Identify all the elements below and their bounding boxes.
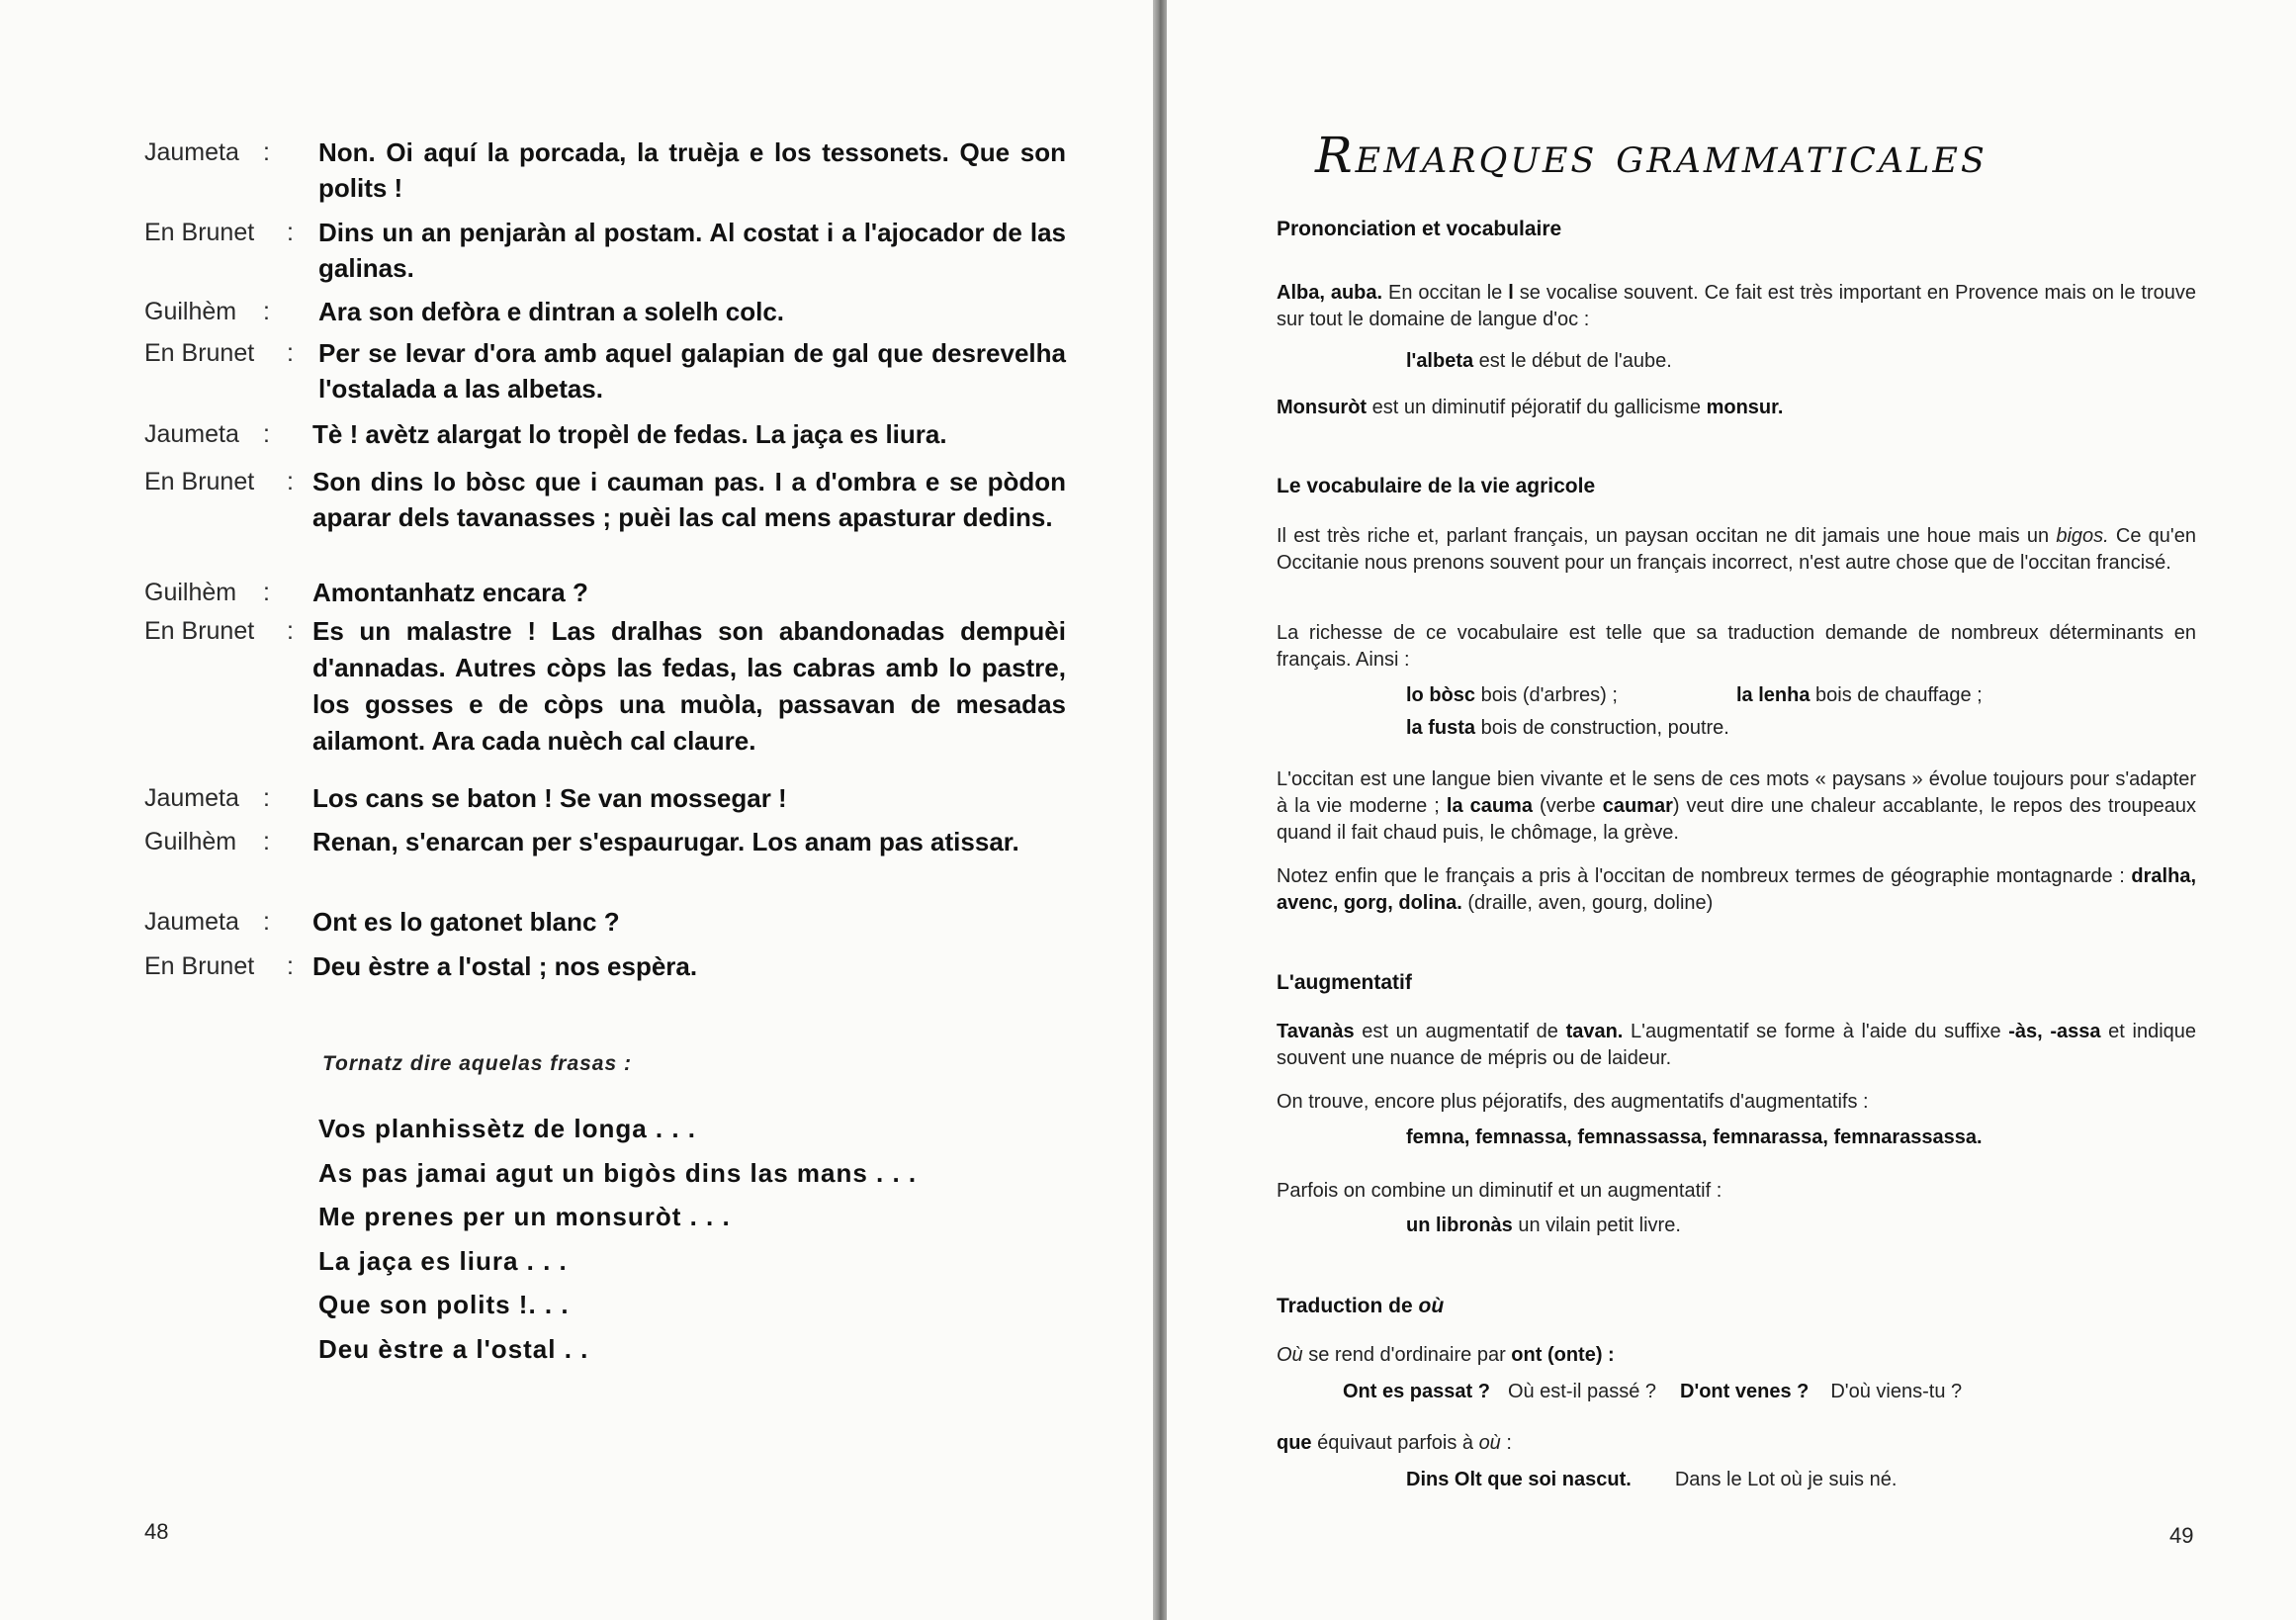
text: (draille, aven, gourg, doline) xyxy=(1461,892,1714,914)
speaker-colon: : xyxy=(263,908,270,936)
section-title: Le vocabulaire de la vie agricole xyxy=(1277,475,1596,497)
speaker-colon: : xyxy=(287,219,294,246)
speaker-colon: : xyxy=(263,784,270,812)
text: équivaut parfois à xyxy=(1311,1432,1479,1454)
term: dralha, avenc, gorg, dolina. xyxy=(1277,865,2196,914)
speaker: En Brunet xyxy=(144,339,255,367)
term: un libronàs xyxy=(1406,1215,1513,1236)
text: Il est très riche et, parlant français, un paysan occitan ne dit jamais une houe mais un xyxy=(1277,525,2057,547)
text: (verbe xyxy=(1532,795,1603,817)
phrase-item: Que son polits !. . . xyxy=(318,1290,570,1319)
speaker-colon: : xyxy=(263,298,270,325)
dialogue-text: Es un malastre ! Las dralhas son abandonadas dempuèi d'annadas. Autres còps las fedas, las cabras amb lo pastre, los gosses e de còps una muòla, passavan de mesadas ailamont. Ara cada nuèch cal claure. xyxy=(312,616,1066,756)
paragraph-que xyxy=(1277,1430,2196,1457)
term: où xyxy=(1418,1295,1445,1317)
speaker-colon: : xyxy=(287,952,294,980)
term: caumar xyxy=(1602,795,1673,817)
phrase-item: Deu èstre a l'ostal . . xyxy=(318,1333,589,1364)
term: la fusta xyxy=(1406,717,1476,739)
text: ) veut dire une chaleur accablante, le repos des troupeaux quand il fait chaud puis, le chômage, la grève. xyxy=(1277,795,2196,844)
term: Alba, auba. xyxy=(1277,282,1383,304)
text: est un diminutif péjoratif du gallicisme xyxy=(1367,397,1707,418)
example-dins xyxy=(1406,1469,1897,1491)
text: L'augmentatif se forme à l'aide du suffixe xyxy=(1623,1021,2009,1042)
text: Notez enfin que le français a pris à l'occitan de nombreux termes de géographie montagnarde : xyxy=(1277,865,2132,887)
speaker: Jaumeta xyxy=(144,420,239,448)
paragraph-on-trouve: On trouve, encore plus péjoratifs, des augmentatifs d'augmentatifs : xyxy=(1277,1091,1869,1113)
page-number-right: 49 xyxy=(2169,1523,2194,1548)
dialogue-text: Ont es lo gatonet blanc ? xyxy=(312,907,620,937)
speaker-colon: : xyxy=(287,617,294,645)
paragraph-richesse: La richesse de ce vocabulaire est telle que sa traduction demande de nombreux déterminants en français. Ainsi : xyxy=(1277,622,2196,671)
speaker-colon: : xyxy=(263,138,270,166)
dialogue-text: Ara son defòra e dintran a solelh colc. xyxy=(318,297,785,326)
term: que xyxy=(1277,1432,1312,1454)
text: est un augmentatif de xyxy=(1354,1021,1566,1042)
example-fusta xyxy=(1406,717,1729,740)
term: Tavanàs xyxy=(1277,1021,1355,1042)
term: Où xyxy=(1277,1344,1303,1366)
example-bosc xyxy=(1406,684,1618,707)
speaker-colon: : xyxy=(287,468,294,495)
term: la lenha xyxy=(1736,684,1810,706)
book-gutter xyxy=(1153,0,1167,1620)
term: D'ont venes ? xyxy=(1680,1381,1810,1402)
speaker: Jaumeta xyxy=(144,908,239,936)
text: est le début de l'aube. xyxy=(1473,350,1672,372)
dialogue-text: Amontanhatz encara ? xyxy=(312,578,588,607)
paragraph-riche xyxy=(1277,523,2196,577)
phrase-item: La jaça es liura . . . xyxy=(318,1245,568,1276)
paragraph-ou xyxy=(1277,1342,2196,1369)
text: bois de chauffage ; xyxy=(1810,684,1983,706)
term: -às, -assa xyxy=(2008,1021,2101,1042)
text: D'où viens-tu ? xyxy=(1830,1381,1963,1402)
phrase-item: Me prenes per un monsuròt . . . xyxy=(318,1202,731,1231)
dialogue-text: Tè ! avètz alargat lo tropèl de fedas. La jaça es liura. xyxy=(312,419,947,449)
term: Monsuròt xyxy=(1277,397,1368,418)
text: Traduction de xyxy=(1277,1295,1419,1317)
text: Ce qu'en Occitanie nous prenons souvent pour un français incorrect, n'est autre chose que de l'occitan francisé. xyxy=(1277,525,2196,574)
dialogue-text: Dins un an penjaràn al postam. Al costat i a l'ajocador de las galinas. xyxy=(318,218,1066,283)
paragraph-alba xyxy=(1277,280,2196,333)
speaker-colon: : xyxy=(263,579,270,606)
speaker-colon: : xyxy=(263,420,270,448)
section-title xyxy=(1277,1293,2196,1319)
paragraph-tavanas xyxy=(1277,1019,2196,1072)
paragraph-monsurot xyxy=(1277,395,2196,421)
speaker-colon: : xyxy=(287,339,294,367)
speaker-colon: : xyxy=(263,828,270,855)
speaker: Guilhèm xyxy=(144,828,237,855)
speaker: Guilhèm xyxy=(144,579,237,606)
term: Ont es passat ? xyxy=(1343,1381,1490,1402)
example-lenha xyxy=(1736,684,1983,707)
term: l'albeta xyxy=(1406,350,1474,372)
term: monsur. xyxy=(1706,397,1784,418)
example-libronas xyxy=(1406,1215,1681,1237)
exercise-title: Tornatz dire aquelas frasas : xyxy=(322,1052,632,1075)
paragraph-vivante xyxy=(1277,766,2196,847)
phrase-item: As pas jamai agut un bigòs dins las mans . . . xyxy=(318,1157,918,1188)
phrase-list xyxy=(318,1114,1070,1378)
section-title: L'augmentatif xyxy=(1277,971,1412,994)
text: bois de construction, poutre. xyxy=(1475,717,1729,739)
example-ont xyxy=(1343,1381,1962,1403)
text: En occitan le xyxy=(1382,282,1509,304)
term: ont (onte) : xyxy=(1511,1344,1615,1366)
dialogue-text: Los cans se baton ! Se van mossegar ! xyxy=(312,783,787,813)
paragraph-notez xyxy=(1277,863,2196,917)
dialogue-text: Son dins lo bòsc que i cauman pas. I a d'ombra e se pòdon aparar dels tavanasses ; puèi las cal mens apasturar dedins. xyxy=(312,467,1066,532)
term: femna, femnassa, femnassassa, femnarassa, femnarassassa. xyxy=(1406,1126,1983,1148)
page-number-left: 48 xyxy=(144,1519,169,1544)
speaker: En Brunet xyxy=(144,952,255,980)
section-title: Prononciation et vocabulaire xyxy=(1277,218,1562,240)
term: où xyxy=(1478,1432,1501,1454)
text: Dans le Lot où je suis né. xyxy=(1674,1469,1898,1490)
phrase-item: Vos planhissètz de longa . . . xyxy=(318,1114,697,1143)
dialogue-text: Per se levar d'ora amb aquel galapian de gal que desrevelha l'ostalada a las albetas. xyxy=(318,338,1066,404)
term: l xyxy=(1508,282,1514,304)
text: bois (d'arbres) ; xyxy=(1475,684,1618,706)
speaker: Guilhèm xyxy=(144,298,237,325)
term: Dins Olt que soi nascut. xyxy=(1406,1469,1632,1490)
right-page xyxy=(1167,0,2296,1620)
text: se vocalise souvent. Ce fait est très important en Provence mais on le trouve sur tout le domaine de langue d'oc : xyxy=(1277,282,2196,330)
speaker: En Brunet xyxy=(144,617,255,645)
speaker: Jaumeta xyxy=(144,784,239,812)
page-heading: Remarques grammaticales xyxy=(1315,127,1987,184)
dialogue-text: Non. Oi aquí la porcada, la truèja e los tessonets. Que son polits ! xyxy=(318,137,1066,203)
speaker: En Brunet xyxy=(144,219,255,246)
text: L'occitan est une langue bien vivante et le sens de ces mots « paysans » évolue toujours pour s'adapter à la vie moderne ; xyxy=(1277,768,2196,817)
term: la cauma xyxy=(1446,795,1533,817)
term: tavan. xyxy=(1565,1021,1624,1042)
example-albeta xyxy=(1406,350,1672,373)
text: un vilain petit livre. xyxy=(1512,1215,1681,1236)
paragraph-parfois: Parfois on combine un diminutif et un augmentatif : xyxy=(1277,1180,1722,1202)
text: : xyxy=(1500,1432,1512,1454)
dialogue-text: Deu èstre a l'ostal ; nos espèra. xyxy=(312,951,698,981)
term: bigos. xyxy=(2056,525,2109,547)
text: se rend d'ordinaire par xyxy=(1302,1344,1512,1366)
text: Où est-il passé ? xyxy=(1507,1381,1657,1402)
dialogue-text: Renan, s'enarcan per s'espaurugar. Los anam pas atissar. xyxy=(312,827,1019,856)
term: lo bòsc xyxy=(1406,684,1476,706)
example-femna xyxy=(1406,1126,1983,1149)
speaker: Jaumeta xyxy=(144,138,239,166)
speaker: En Brunet xyxy=(144,468,255,495)
text: et indique souvent une nuance de mépris ou de laideur. xyxy=(1277,1021,2197,1069)
